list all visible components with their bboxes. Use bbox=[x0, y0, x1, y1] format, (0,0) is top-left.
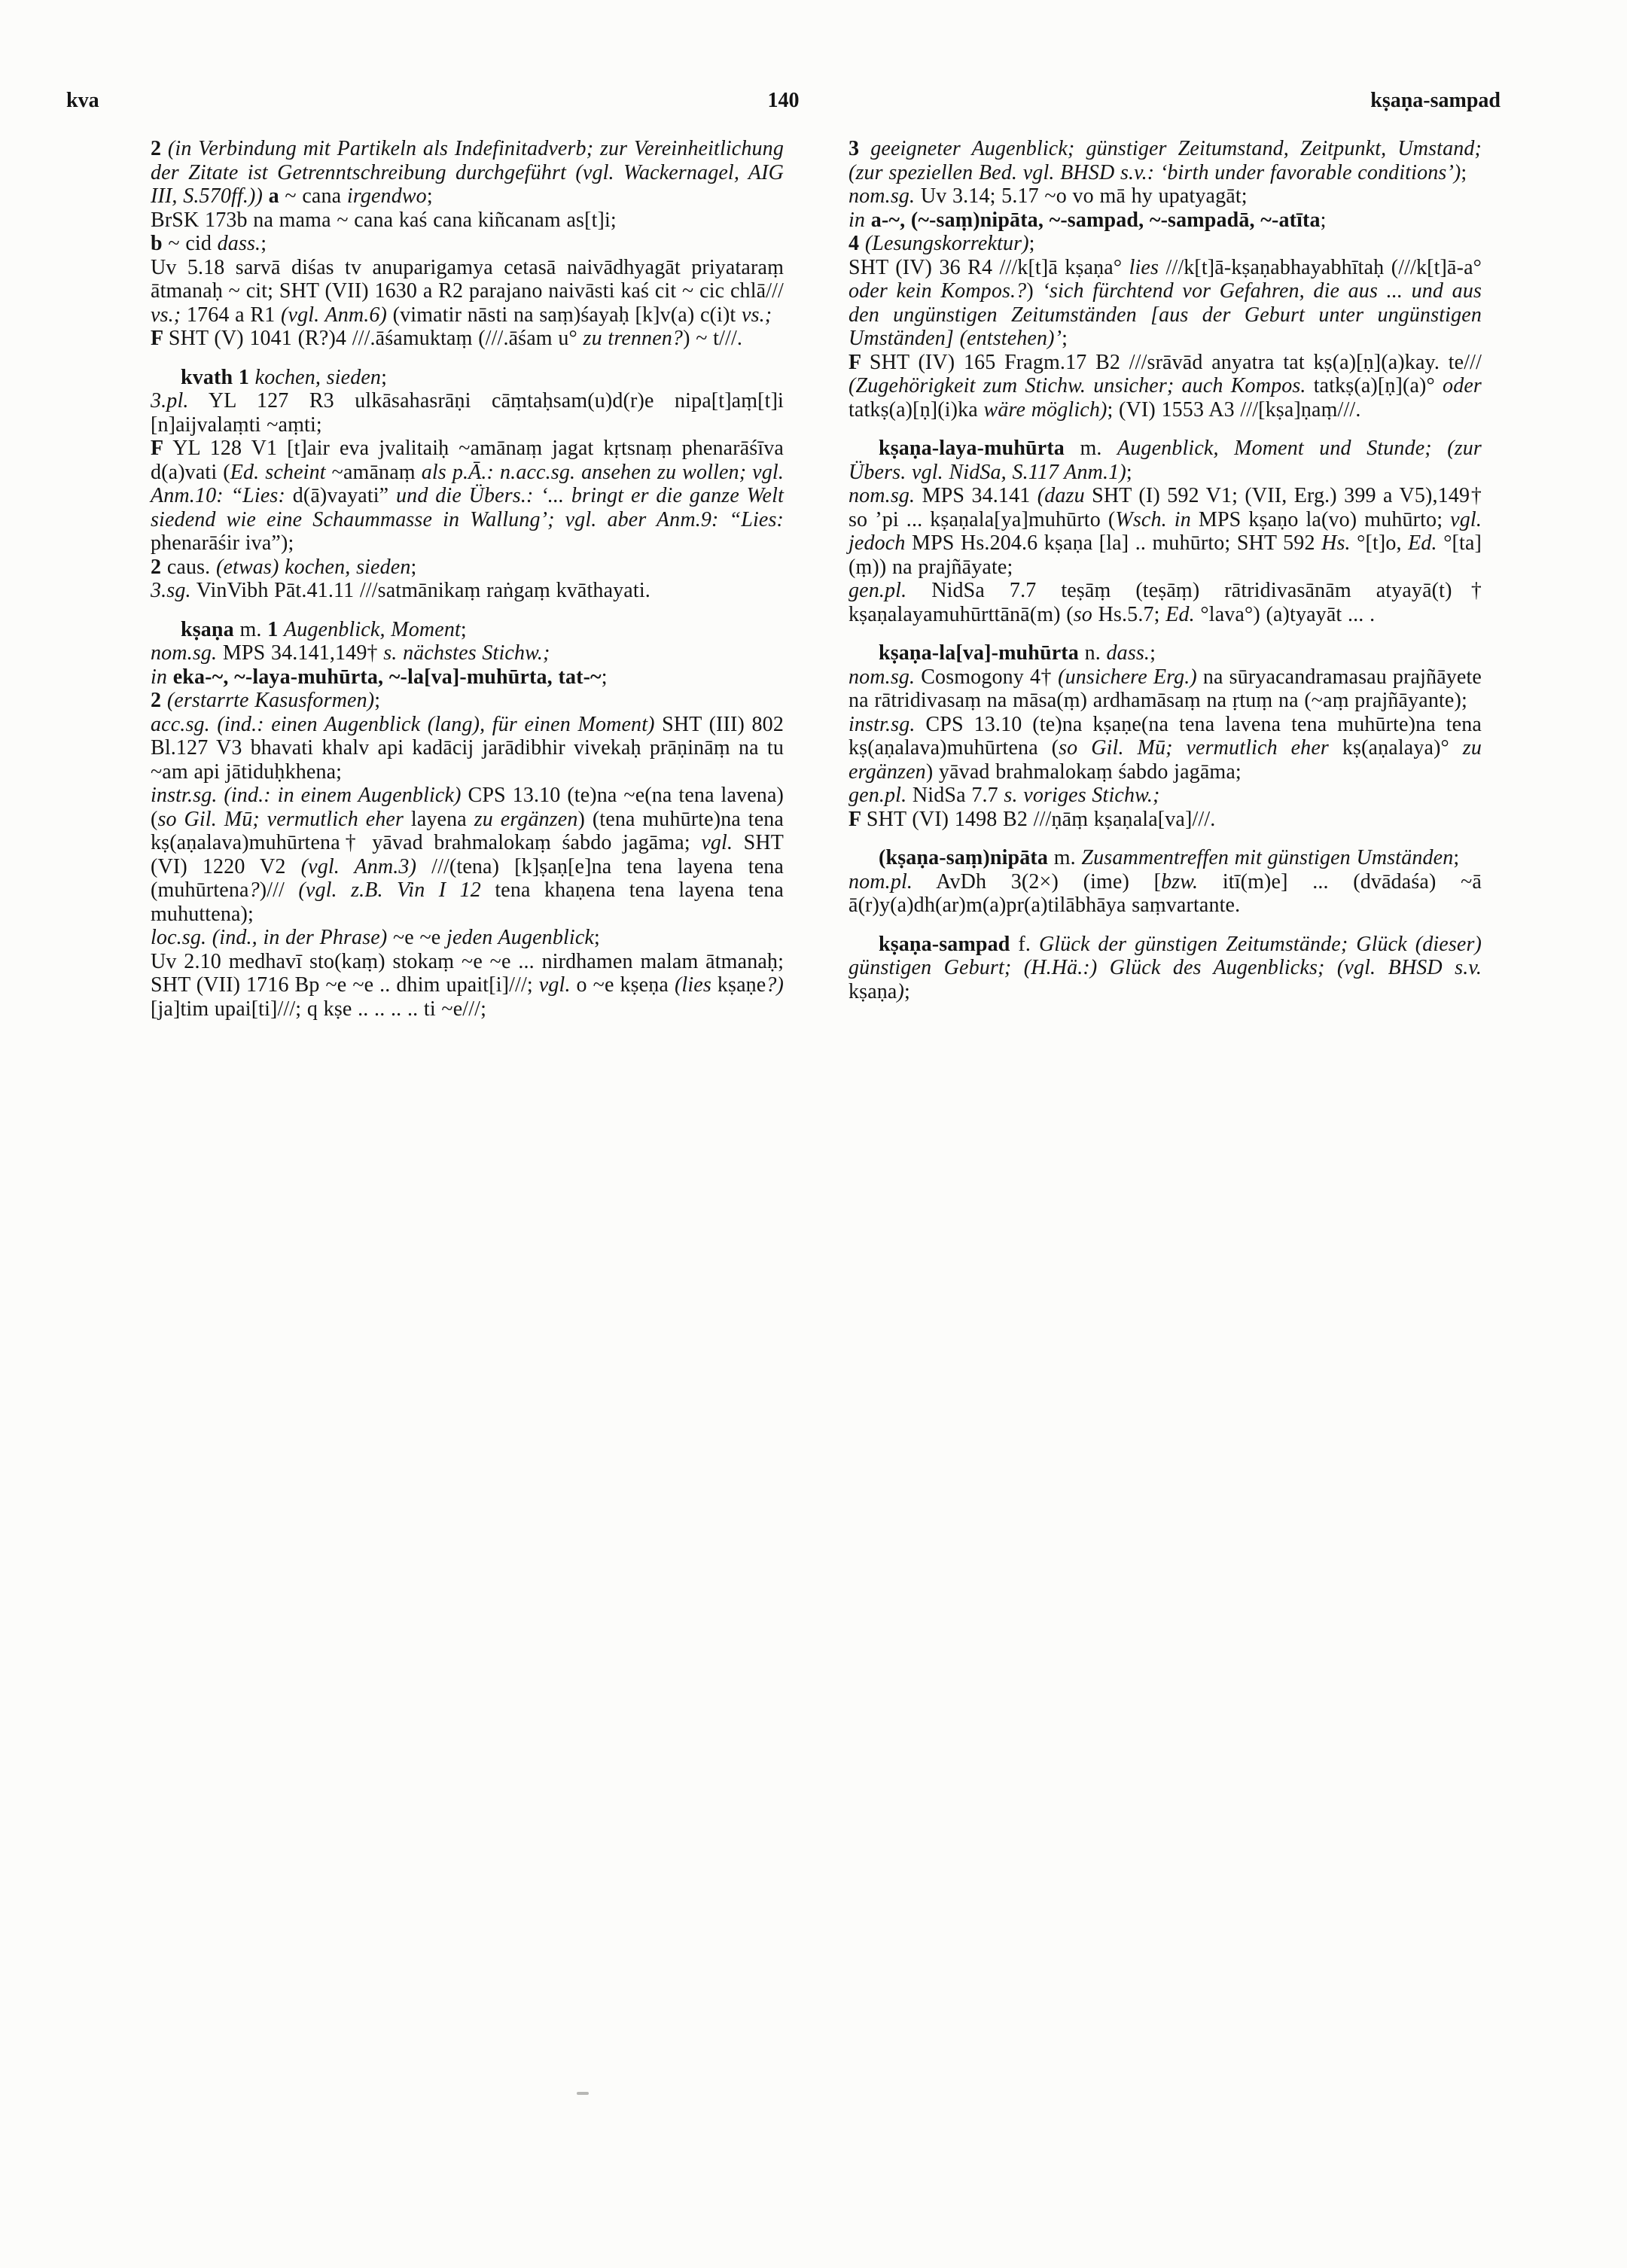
bold-text-run: kṣaṇa bbox=[181, 617, 240, 641]
bold-text-run: 3 bbox=[849, 137, 871, 160]
italic-text-run: nom.sg. bbox=[849, 184, 916, 208]
text-run: ; bbox=[261, 232, 267, 255]
paragraph bbox=[151, 556, 784, 580]
paragraph bbox=[151, 232, 784, 256]
italic-text-run: vgl. jedoch bbox=[849, 507, 1482, 555]
paragraph bbox=[151, 579, 784, 603]
paragraph bbox=[849, 209, 1482, 233]
bold-text-run: 2 bbox=[151, 137, 168, 160]
text-run: ; bbox=[1320, 208, 1327, 232]
text-run: VinVibh Pāt.41.11 ///satmānikaṃ raṅgaṃ kvāthayati. bbox=[190, 579, 650, 602]
paragraph bbox=[151, 784, 784, 926]
italic-text-run: Ed. scheint bbox=[230, 460, 326, 484]
text-run: °[ta](ṃ)) na prajñāyate; bbox=[849, 531, 1482, 579]
text-run: SHT (V) 1041 (R?)4 ///.āśamuktaṃ (///.āśam u° bbox=[168, 327, 583, 350]
text-run: YL 127 R3 ulkāsahasrāṇi cāṃtaḥsam(u)d(r)e nipa[t]aṃ[t]i [n]aijvalaṃti ~aṃti; bbox=[151, 389, 784, 437]
text-run: MPS 34.141,149† bbox=[217, 641, 384, 665]
italic-text-run: zu trennen? bbox=[583, 327, 684, 350]
italic-text-run: Augenblick, Moment und Stunde; (zur Übers. vgl. NidSa, S.117 Anm.1) bbox=[849, 437, 1482, 484]
italic-text-run: vgl. bbox=[538, 973, 571, 997]
text-run: ; (VI) 1553 A3 ///[kṣa]ṇaṃ///. bbox=[1107, 397, 1361, 422]
text-run: ; bbox=[594, 926, 600, 949]
paragraph bbox=[849, 184, 1482, 209]
italic-text-run: Ed. bbox=[1408, 531, 1437, 555]
bold-text-run: 4 bbox=[849, 232, 865, 255]
bold-text-run: 1 bbox=[267, 617, 284, 641]
text-block bbox=[151, 137, 1482, 1021]
bold-text-run: kvath 1 bbox=[181, 365, 255, 389]
page-number: 140 bbox=[767, 89, 800, 112]
paragraph bbox=[849, 137, 1482, 184]
bold-text-run: F bbox=[151, 327, 169, 350]
text-run: ; bbox=[460, 617, 467, 641]
italic-text-run: so Gil. Mū; vermutlich eher bbox=[1059, 736, 1329, 760]
text-run: NidSa 7.7 teṣāṃ (teṣāṃ) rātridivasānām atyayā(t)† kṣaṇalayamuhūrttānā(m) ( bbox=[849, 579, 1482, 626]
paragraph bbox=[151, 327, 784, 351]
text-run: m. bbox=[1053, 846, 1082, 869]
paragraph bbox=[151, 437, 784, 556]
italic-text-run: zu ergänzen bbox=[474, 807, 578, 831]
text-run: tena khaṇena tena layena tena muhuttena); bbox=[151, 878, 784, 926]
text-run: SHT (VI) 1498 B2 ///ṇāṃ kṣaṇala[va]///. bbox=[866, 807, 1216, 831]
italic-text-run: 3.pl. bbox=[151, 389, 189, 413]
italic-text-run: geeigneter Augenblick; günstiger Zeitumstand, Zeitpunkt, Umstand; (zur speziellen Bed. vgl. BHSD s.v.: ‘birth under favorable conditions’) bbox=[849, 137, 1482, 184]
text-run: (vimatir nāsti na saṃ)śayaḥ [k]v(a) c(i)t bbox=[387, 303, 742, 327]
italic-text-run: ) bbox=[897, 979, 904, 1003]
text-run: 1764 a R1 bbox=[181, 303, 282, 327]
italic-text-run: als p.Ā.: n.acc.sg. ansehen zu wollen; vgl. Anm.10: “Lies: bbox=[151, 460, 784, 507]
running-head-left-lemma: kva bbox=[66, 89, 99, 112]
text-run: ///(tena) [k]ṣaṇ[e]na tena layena tena (muhūrtena bbox=[151, 854, 784, 902]
italic-text-run: (erstarrte Kasusformen) bbox=[166, 689, 375, 712]
entry-paragraph bbox=[849, 933, 1482, 1004]
text-run: SHT (IV) 36 R4 ///k[t]ā kṣaṇa° bbox=[849, 255, 1129, 279]
text-run: ; bbox=[904, 979, 910, 1003]
italic-text-run: instr.sg. (ind.: in einem Augenblick) bbox=[151, 784, 462, 807]
italic-text-run: vs.; bbox=[151, 303, 181, 327]
paragraph bbox=[849, 665, 1482, 713]
italic-text-run: (etwas) kochen, sieden bbox=[215, 555, 411, 579]
text-run: m. bbox=[239, 617, 268, 641]
text-run: SHT (I) 592 V1; (VII, Erg.) 399 a V5),149† so ’pi ... kṣaṇala[ya]muhūrto ( bbox=[849, 484, 1482, 531]
paragraph bbox=[849, 870, 1482, 918]
running-head bbox=[66, 89, 1501, 116]
bold-text-run: F bbox=[849, 350, 870, 374]
italic-text-run: zu ergänzen bbox=[849, 736, 1482, 784]
left-column bbox=[151, 137, 784, 1021]
text-run: CPS 13.10 (te)na kṣaṇe(na tena lavena tena muhūrte)na tena kṣ(aṇalava)muhūrtena ( bbox=[849, 712, 1482, 760]
text-run: YL 128 V1 [t]air eva jvalitaiḥ ~amānaṃ jagat kṛtsnaṃ phenarāśīva d(a)vati ( bbox=[151, 437, 784, 484]
text-run: ; bbox=[601, 665, 608, 689]
italic-text-run: instr.sg. bbox=[849, 712, 916, 736]
entry-paragraph bbox=[151, 366, 784, 390]
italic-text-run: Zusammentreffen mit günstigen Umständen bbox=[1081, 846, 1454, 869]
text-run: ; bbox=[1062, 327, 1068, 350]
italic-text-run: nom.sg. bbox=[849, 665, 916, 689]
text-run: kṣaṇe bbox=[711, 973, 766, 997]
italic-text-run: so Gil. Mū; vermutlich eher bbox=[157, 807, 404, 831]
italic-text-run: s. voriges Stichw.; bbox=[1004, 784, 1160, 807]
entry-paragraph bbox=[849, 846, 1482, 870]
text-run: Uv 5.18 sarvā diśas tv anuparigamya cetasā naivādhyagāt priyataraṃ ātmanaḥ ~ cit; SHT (VII) 1630 a R2 parajano naivāsti kaś cit ~ cic chlā/// bbox=[151, 255, 784, 303]
text-run: m. bbox=[1080, 437, 1118, 460]
text-run: ; bbox=[1126, 460, 1132, 484]
right-column bbox=[849, 137, 1482, 1021]
text-run: caus. bbox=[166, 555, 216, 579]
paragraph bbox=[151, 137, 784, 209]
text-run: MPS Hs.204.6 kṣaṇa [la] .. muhūrto; SHT 592 bbox=[905, 531, 1322, 555]
text-run: ; bbox=[1028, 232, 1035, 255]
entry-paragraph bbox=[849, 641, 1482, 665]
paragraph bbox=[151, 256, 784, 327]
italic-text-run: jeden Augenblick bbox=[446, 926, 594, 949]
italic-text-run: kochen, sieden bbox=[254, 365, 382, 389]
paragraph bbox=[151, 389, 784, 437]
running-head-right-lemma: kṣaṇa-sampad bbox=[1370, 89, 1501, 112]
text-run: Hs.5.7; bbox=[1092, 602, 1166, 626]
italic-text-run: vs.; bbox=[742, 303, 772, 327]
italic-text-run: vgl. bbox=[701, 831, 733, 854]
entry-paragraph bbox=[151, 618, 784, 642]
text-run: °lava°) (a)tyayāt ... . bbox=[1194, 602, 1376, 626]
text-run: SHT (VI) 1220 V2 bbox=[151, 831, 785, 878]
text-run: Uv 3.14; 5.17 ~o vo mā hy upatyagāt; bbox=[915, 184, 1248, 208]
text-run: )/// bbox=[259, 878, 299, 902]
text-run: Cosmogony 4† bbox=[915, 665, 1059, 689]
bold-text-run: 2 bbox=[151, 689, 167, 712]
text-run: kṣaṇa bbox=[849, 979, 897, 1003]
bold-text-run: F bbox=[151, 437, 173, 460]
italic-text-run: (lies bbox=[674, 973, 711, 997]
italic-text-run: Hs. bbox=[1321, 531, 1351, 555]
italic-text-run: (vgl. z.B. Vin I 12 bbox=[298, 878, 481, 902]
text-run: ) (tena muhūrte)na tena kṣ(aṇalava)muhūrtena† yāvad brahmalokaṃ śabdo jagāma; bbox=[151, 807, 784, 854]
text-run: ; bbox=[426, 184, 433, 208]
italic-text-run: ? bbox=[248, 878, 260, 902]
bold-text-run: 2 bbox=[151, 555, 167, 579]
text-run: ~ cid bbox=[162, 232, 218, 255]
italic-text-run: (Zugehörigkeit zum Stichw. unsicher; auch Kompos. bbox=[849, 374, 1306, 397]
italic-text-run: bzw. bbox=[1161, 869, 1199, 894]
italic-text-run: 3.sg. bbox=[151, 579, 191, 602]
text-run: CPS 13.10 (te)na ~e(na tena lavena) ( bbox=[151, 784, 784, 831]
italic-text-run: (dazu bbox=[1037, 484, 1085, 507]
paragraph bbox=[151, 689, 784, 713]
paragraph bbox=[849, 713, 1482, 784]
italic-text-run: nom.pl. bbox=[849, 869, 913, 894]
text-run: ) yāvad brahmalokaṃ śabdo jagāma; bbox=[925, 760, 1242, 784]
paragraph bbox=[151, 665, 784, 690]
italic-text-run: in bbox=[849, 208, 871, 232]
text-run: o ~e kṣeṇa bbox=[570, 973, 675, 997]
paragraph bbox=[849, 232, 1482, 256]
paragraph bbox=[151, 641, 784, 665]
text-run: itī(m)e] ... (dvādaśa) ~ā ā(r)y(a)dh(ar)m(a)pr(a)tilābhāya saṃvartante. bbox=[849, 869, 1482, 917]
text-run: d(ā)vayati” bbox=[285, 484, 397, 507]
text-run: AvDh 3(2×) (ime) [ bbox=[913, 869, 1162, 894]
paragraph bbox=[151, 713, 784, 784]
bold-text-run: kṣaṇa-laya-muhūrta bbox=[879, 437, 1080, 460]
scan-artifact-mark bbox=[577, 2092, 589, 2095]
paragraph bbox=[849, 784, 1482, 808]
text-run: MPS 34.141 bbox=[915, 484, 1037, 507]
text-run: ~amānaṃ bbox=[325, 460, 422, 484]
paragraph bbox=[849, 579, 1482, 626]
paragraph bbox=[151, 209, 784, 233]
bold-text-run: eka-~, ~-laya-muhūrta, ~-la[va]-muhūrta, tat-~ bbox=[172, 665, 602, 689]
text-run: ~ cana bbox=[279, 184, 347, 208]
italic-text-run: dass. bbox=[1106, 641, 1150, 665]
paragraph bbox=[151, 950, 784, 1021]
italic-text-run: nom.sg. bbox=[151, 641, 218, 665]
italic-text-run: ?) bbox=[766, 973, 785, 997]
italic-text-run: ‘sich fürchtend vor Gefahren, die aus ... und aus den ungünstigen Zeitumständen [aus der Geburt unter ungünstigen Umständen] (entstehen)’ bbox=[849, 279, 1482, 350]
text-run: tatkṣ(a)[ṇ](i)ka bbox=[849, 397, 984, 422]
italic-text-run: wäre möglich) bbox=[983, 397, 1108, 422]
italic-text-run: loc.sg. (ind., in der Phrase) bbox=[151, 926, 388, 949]
italic-text-run: in bbox=[151, 665, 173, 689]
italic-text-run: so bbox=[1073, 602, 1092, 626]
text-run: ~e ~e bbox=[387, 926, 447, 949]
text-run: ) ~ t///. bbox=[683, 327, 743, 350]
italic-text-run: (in Verbindung mit Partikeln als Indefinitadverb; zur Vereinheitlichung der Zitate ist Getrenntschreibung durchgeführt (vgl. Wackernagel, AIG III, S.570ff.)) bbox=[151, 137, 784, 208]
text-run: phenarāśir iva”); bbox=[151, 531, 294, 555]
text-run: SHT (III) 802 Bl.127 V3 bhavati khalv api kadācij jarādibhir vivekaḥ prāṇināṃ na tu ~am api jātiduḥkhena; bbox=[151, 712, 784, 784]
text-run: MPS kṣaṇo la(vo) muhūrto; bbox=[1190, 507, 1451, 531]
bold-text-run: b bbox=[151, 232, 163, 255]
italic-text-run: nom.sg. bbox=[849, 484, 916, 507]
bold-text-run: a-~, (~-saṃ)nipāta, ~-sampad, ~-sampadā, ~-atīta bbox=[870, 208, 1321, 232]
text-run: BrSK 173b na mama ~ cana kaś cana kiñcanam as[t]i; bbox=[151, 208, 617, 232]
italic-text-run: Ed. bbox=[1165, 602, 1195, 626]
italic-text-run: gen.pl. bbox=[849, 784, 907, 807]
italic-text-run: Augenblick, Moment bbox=[284, 617, 461, 641]
italic-text-run: lies bbox=[1129, 255, 1159, 279]
italic-text-run: oder kein Kompos.? bbox=[849, 279, 1027, 303]
italic-text-run: s. nächstes Stichw.; bbox=[383, 641, 550, 665]
text-run: [ja]tim upai[ti]///; q kṣe .. .. .. .. ti ~e///; bbox=[151, 997, 487, 1021]
bold-text-run: (kṣaṇa-saṃ)nipāta bbox=[879, 846, 1054, 869]
italic-text-run: oder bbox=[1443, 374, 1482, 397]
italic-text-run: gen.pl. bbox=[849, 579, 907, 602]
text-run: ; bbox=[1453, 846, 1460, 869]
text-run: ; bbox=[374, 689, 381, 712]
text-run: ///k[t]ā-kṣaṇabhayabhītaḥ (///k[t]ā-a° bbox=[1159, 255, 1482, 279]
entry-paragraph bbox=[849, 437, 1482, 484]
paragraph bbox=[849, 256, 1482, 351]
text-run: layena bbox=[404, 807, 474, 831]
text-run: tatkṣ(a)[ṇ](a)° bbox=[1306, 374, 1443, 397]
italic-text-run: acc.sg. (ind.: einen Augenblick (lang), für einen Moment) bbox=[151, 712, 655, 736]
text-run: SHT (IV) 165 Fragm.17 B2 ///srāvād anyatra tat kṣ(a)[ṇ](a)kay. te/// bbox=[869, 350, 1482, 374]
italic-text-run: irgendwo bbox=[346, 184, 427, 208]
text-run: NidSa 7.7 bbox=[906, 784, 1004, 807]
text-run: °[t]o, bbox=[1350, 531, 1409, 555]
text-run: ; bbox=[1461, 160, 1467, 184]
text-run: ) bbox=[1026, 279, 1043, 303]
bold-text-run: a bbox=[262, 184, 279, 208]
italic-text-run: Wsch. in bbox=[1115, 507, 1191, 531]
text-run: Uv 2.10 medhavī sto(kaṃ) stokaṃ ~e ~e ... nirdhamen malam ātmanaḥ; SHT (VII) 1716 Bp ~e ~e .. dhim upait[i]///; bbox=[151, 949, 784, 997]
bold-text-run: kṣaṇa-la[va]-muhūrta bbox=[879, 641, 1085, 665]
text-run: f. bbox=[1018, 932, 1039, 956]
italic-text-run: dass. bbox=[217, 232, 261, 255]
text-run: kṣ(aṇalaya)° bbox=[1328, 736, 1463, 760]
italic-text-run: und die Übers.: ‘... bringt er die ganze Welt siedend wie eine Schaummasse in Wallung’; vgl. aber Anm.9: “Lies: bbox=[151, 484, 784, 531]
text-run: ; bbox=[381, 365, 388, 389]
paragraph bbox=[849, 351, 1482, 422]
italic-text-run: (vgl. Anm.6) bbox=[281, 303, 387, 327]
text-run: n. bbox=[1084, 641, 1107, 665]
bold-text-run: kṣaṇa-sampad bbox=[879, 932, 1019, 956]
italic-text-run: (unsichere Erg.) bbox=[1058, 665, 1197, 689]
paragraph bbox=[849, 808, 1482, 832]
text-run: ; bbox=[1150, 641, 1156, 665]
bold-text-run: F bbox=[849, 807, 867, 831]
italic-text-run: Glück der günstigen Zeitumstände; Glück (dieser) günstigen Geburt; (H.Hä.:) Glück des Augenblicks; (vgl. BHSD s.v. bbox=[849, 932, 1482, 979]
text-run: ; bbox=[410, 555, 417, 579]
paragraph bbox=[151, 926, 784, 950]
italic-text-run: (Lesungskorrektur) bbox=[864, 232, 1029, 255]
text-run: na sūryacandramasau prajñāyete na rātridivasaṃ na māsa(ṃ) ardhamāsaṃ na ṛtuṃ na (~aṃ prajñāyante); bbox=[849, 665, 1482, 712]
italic-text-run: (vgl. Anm.3) bbox=[300, 854, 417, 878]
paragraph bbox=[849, 484, 1482, 579]
